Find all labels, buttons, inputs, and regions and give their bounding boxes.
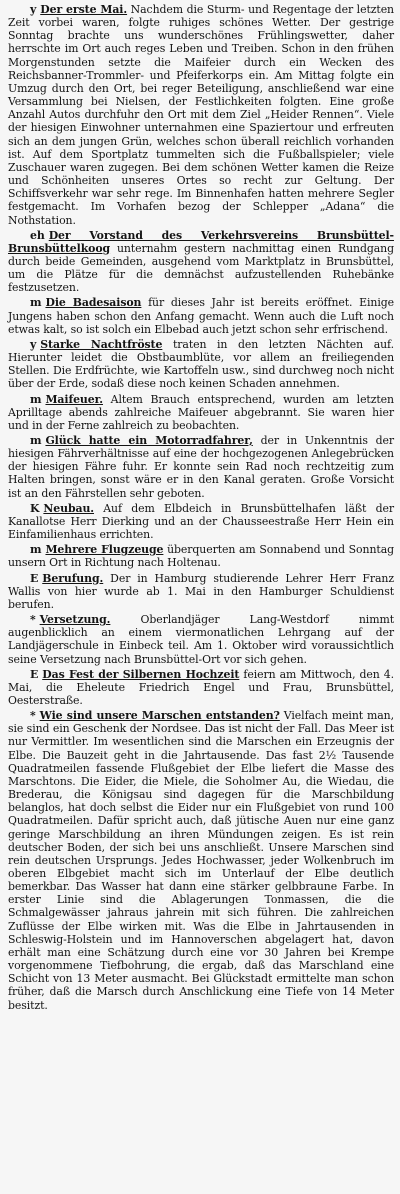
- article-headline: Starke Nachtfröste: [40, 337, 163, 351]
- article-body: Altem Brauch entsprechend, wurden am letzten Aprilltage abends zahlreiche Maifeuer abgebrannt. Sie waren hier und in der Ferne zahlreich zu beobachten.: [8, 392, 394, 432]
- article-headline: Maifeuer.: [45, 392, 103, 406]
- article-marker: m: [30, 434, 42, 447]
- article-body: unternahm gestern nachmittag einen Rundgang durch beide Gemeinden, ausgehend vom Marktplatz in Brunsbüttel, um die Plätze für die demnächst aufzustellenden Ruhebänke festzusetzen.: [8, 241, 394, 295]
- article-headline: Glück hatte ein Motorradfahrer,: [45, 434, 253, 447]
- article-versetzung: [8, 613, 394, 666]
- article-motorradfahrer: [8, 434, 394, 500]
- article-headline: Die Badesaison: [45, 296, 142, 310]
- article-body: der in Unkenntnis der hiesigen Fährverhältnisse auf eine der hochgezogenen Anlegebrücken der hiesigen Fähre fuhr. Er konnte sein Rad noch rechtzeitig zum Halten bringen, sonst wäre er in den Kanal geraten. Große Vorsicht ist an den Fährstellen sehr geboten.: [8, 434, 395, 500]
- article-headline: Berufung.: [42, 571, 104, 585]
- article-headline: Das Fest der Silbernen Hochzeit: [42, 667, 240, 681]
- article-body: Der in Hamburg studierende Lehrer Herr Franz Wallis von hier wurde ab 1. Mai in den Hamburger Schuldienst berufen.: [8, 571, 394, 611]
- article-headline: Versetzung.: [39, 613, 111, 627]
- article-neubau: [8, 502, 394, 541]
- article-body: Oberlandjäger Lang-Westdorf nimmt augenblicklich an einem viermonatlichen Lehrgang auf der Landjägerschule in Einbeck teil. Am 1. Oktober wird voraussichtlich seine Versetzung nach Brunsbüttel-Ort vor sich gehen.: [8, 613, 394, 666]
- article-body: Nachdem die Sturm- und Regentage der letzten Zeit vorbei waren, folgte ruhiges schönes Wetter. Der gestrige Sonntag brachte uns wunderschönes Frühlingswetter, daher herrschte im Ort auch reges Leben und Treiben. Schon in den frühen Morgenstunden setzte die Maifeier durch ein Wecken des Reichsbanner-Trommler- und Pfeiferkorps ein. Am Mittag folgte ein Umzug durch den Ort, bei reger Beteiligung, anschließend war eine Versammlung bei Nielsen, der Festlichkeiten folgten. Eine große Anzahl Autos durchfuhr den Ort mit dem Ziel „Heider Rennen“. Viele der hiesigen Einwohner unternahmen eine Spaziertour und erfreuten sich an dem jungen Grün, welches schon überall reichlich vorhanden ist. Auf dem Sportplatz tummelten sich die Fußballspieler; viele Zuschauer waren zugegen. Bei dem schönen Wetter kamen die Reize und Schönheiten unseres Ortes so recht zur Geltung. Der Schiffsverkehr war sehr rege. Im Binnenhafen hatten mehrere Segler festgemacht. Im Vorhafen bezog der Schlepper „Adana“ die Nothstation.: [8, 3, 394, 227]
- article-marker: E: [30, 571, 39, 585]
- article-maifeuer: [8, 393, 394, 432]
- article-marker: eh: [30, 228, 45, 242]
- article-marker: m: [30, 543, 42, 557]
- article-headline: Mehrere Flugzeuge: [45, 543, 164, 557]
- article-marker: y: [30, 3, 37, 16]
- article-body: feiern am Mittwoch, den 4. Mai, die Eheleute Friedrich Engel und Frau, Brunsbüttel, Oesterstraße.: [8, 667, 394, 707]
- article-body: für dieses Jahr ist bereits eröffnet. Einige Jungens haben schon den Anfang gemacht. Wenn auch die Luft noch etwas kalt, so ist solch ein Elbebad auch jetzt schon sehr erfrischend.: [8, 296, 394, 336]
- article-berufung: [8, 572, 394, 611]
- article-body: traten in den letzten Nächten auf. Hierunter leidet die Obstbaumblüte, vor allem an freiliegenden Stellen. Die Erdfrüchte, wie Kartoffeln usw., sind durchweg noch nicht über der Erde, sodaß diese noch keinen Schaden annehmen.: [8, 337, 394, 391]
- article-verkehrsverein: [8, 229, 394, 295]
- article-marker: m: [30, 296, 42, 310]
- article-body: überquerten am Sonnabend und Sonntag unsern Ort in Richtung nach Holtenau.: [8, 543, 394, 570]
- article-marker: K: [30, 501, 40, 515]
- article-badesaison: [8, 296, 394, 335]
- article-flugzeuge: [8, 543, 394, 569]
- article-nachtfroeste: [8, 338, 394, 391]
- article-first-may: [8, 3, 394, 227]
- article-headline: Neubau.: [43, 501, 95, 515]
- article-marschen: [8, 709, 394, 1012]
- article-marker: m: [30, 392, 42, 406]
- article-headline: Der erste Mai.: [40, 3, 128, 16]
- article-body: Vielfach meint man, sie sind ein Geschenk der Nordsee. Das ist nicht der Fall. Das Meer ist nur Vermittler. Im wesentlichen sind die Marschen ein Erzeugnis der Elbe. Die Bauzeit geht in die Jahrtausende. Das fast 2½ Tausende Quadratmeilen fassende Flußgebiet der Elbe liefert die Masse des Marschtons. Die Eider, die Miele, die Soholmer Au, die Wiedau, die Brederau, die Königsau sind dagegen für die Marschbildung belanglos, hat doch selbst die Eider nur ein Flußgebiet von rund 100 Quadratmeilen. Dafür spricht auch, daß jütische Auen nur eine ganz geringe Marschbildung an ihren Mündungen zeigen. Es ist rein deutscher Boden, der sich bei uns anschließt. Unsere Marschen sind rein deutschen Ursprungs. Jedes Hochwasser, jeder Wolkenbruch im oberen Elbgebiet macht sich im Unterlauf der Elbe deutlich bemerkbar. Das Wasser hat dann eine stärker gelbbraune Farbe. In erster Linie sind die Ablagerungen Tonmassen, die die Schmalgewässer jahraus jahrein mit sich führen. Die zahlreichen Zuflüsse der Elbe wirken mit. Was die Elbe in Jahrtausenden in Schleswig-Holstein und im Hannoverschen abgelagert hat, davon erhält man eine Schätzung durch eine vor 30 Jahren bei Krempe vorgenommene Tiefbohrung, die ergab, daß das Marschland eine Schicht von 13 Meter ausmacht. Bei Glückstadt ermittelte man schon früher, daß die Marsch durch Anschlickung eine Tiefe von 14 Meter besitzt.: [8, 709, 394, 1012]
- article-marker: *: [30, 613, 36, 627]
- article-headline: Wie sind unsere Marschen entstanden?: [39, 709, 280, 723]
- article-headline: Der Vorstand des Verkehrsvereins Brunsbüttel-Brunsbüttelkoog: [8, 228, 394, 255]
- article-silberne-hochzeit: [8, 668, 394, 707]
- article-body: Auf dem Elbdeich in Brunsbüttelhafen läßt der Kanallotse Herr Dierking und an der Chausseestraße Herr Hein ein Einfamilienhaus errichten.: [8, 501, 394, 542]
- article-marker: E: [30, 667, 39, 681]
- article-marker: y: [30, 337, 37, 351]
- article-marker: *: [30, 709, 36, 723]
